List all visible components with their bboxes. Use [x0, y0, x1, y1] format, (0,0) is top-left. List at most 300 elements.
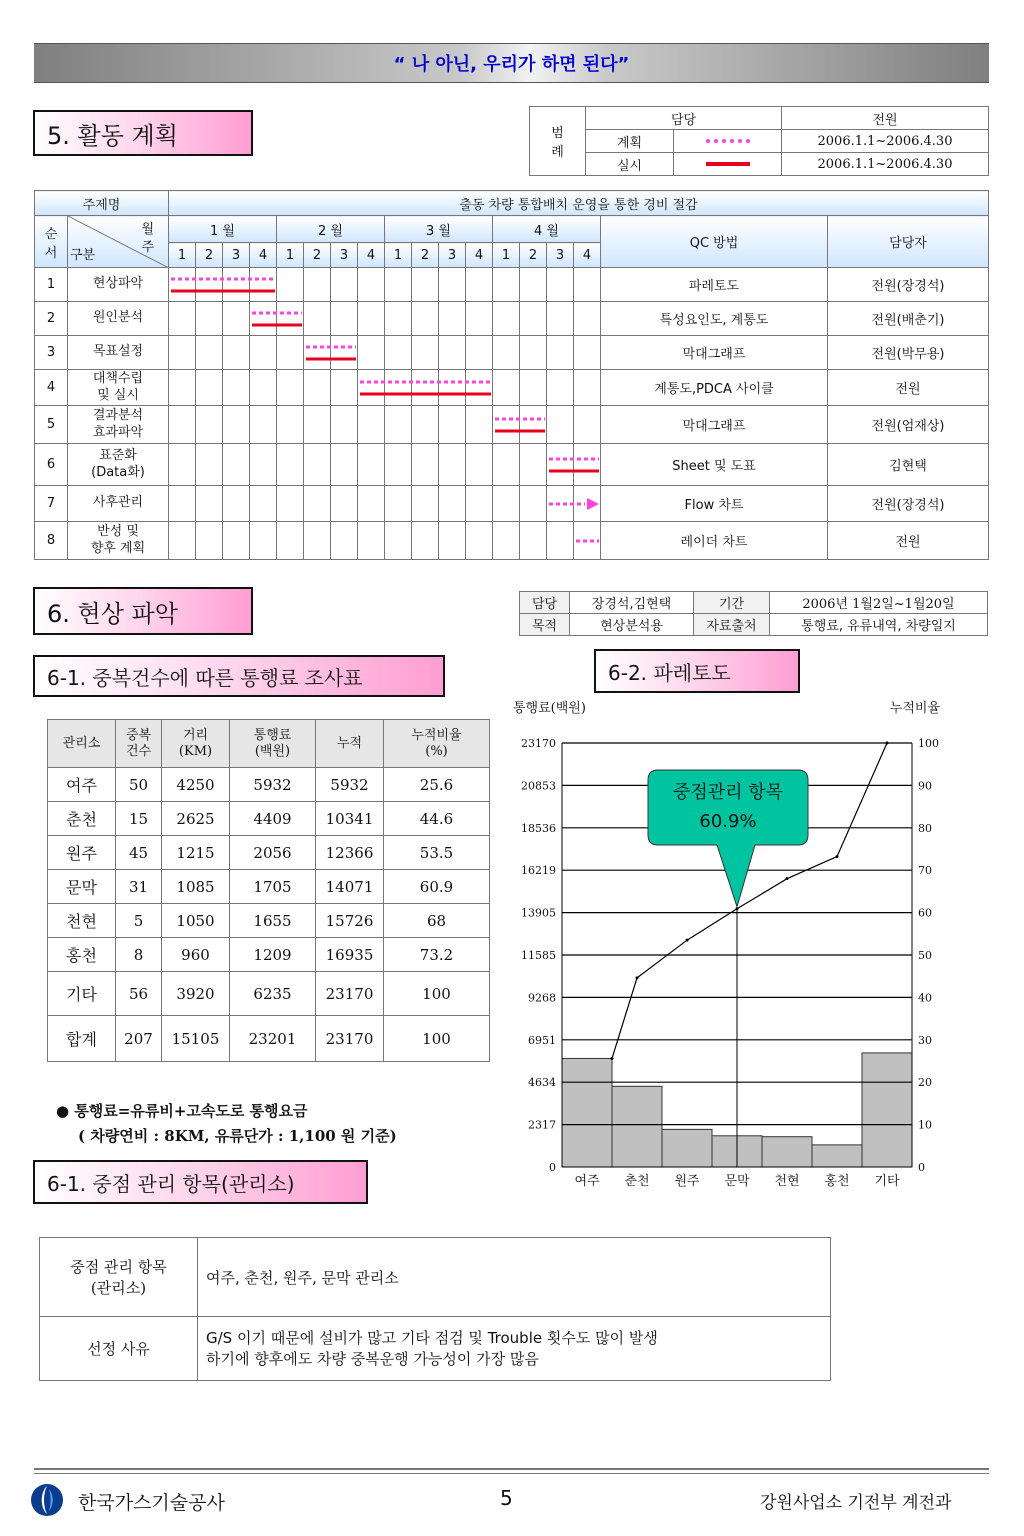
week-cell: [520, 302, 547, 336]
row-owner: 전원: [828, 370, 989, 406]
week-cell: [277, 302, 304, 336]
row-item: 표준화 (Data화): [68, 444, 169, 486]
week-cell: [358, 302, 385, 336]
week-cell: [385, 522, 412, 560]
row-number: 4: [35, 370, 68, 406]
cell-dist: 960: [162, 938, 230, 972]
row-owner: 전원(장경석): [828, 486, 989, 522]
cell-dup: 56: [116, 972, 162, 1016]
week-cell: [466, 444, 493, 486]
week-cell: [250, 486, 277, 522]
cell-toll: 1705: [230, 870, 316, 904]
bar: [662, 1129, 712, 1167]
week-cell: [385, 302, 412, 336]
week-cell: [439, 486, 466, 522]
month-3: 3 월: [385, 216, 493, 243]
activity-plan-table: [34, 190, 989, 560]
week-cell: [223, 444, 250, 486]
week-cell: [358, 486, 385, 522]
table-row: [48, 938, 490, 972]
week-cell: [520, 444, 547, 486]
legend-label: 범 례: [530, 107, 586, 176]
week-cell: [304, 522, 331, 560]
week-cell: [250, 522, 277, 560]
y2-tick-label: 60: [918, 906, 932, 920]
row-owner: 전원(박무용): [828, 336, 989, 370]
col-item-header: 월 주 구분: [68, 216, 169, 268]
week-cell: [385, 336, 412, 370]
y2-tick-label: 0: [918, 1161, 925, 1174]
week-cell: [493, 268, 520, 302]
week-cell: [574, 522, 601, 560]
cell-dup: 5: [116, 904, 162, 938]
week-cell: [304, 336, 331, 370]
week-cell: [250, 444, 277, 486]
y-axis-label: 통행료(백원): [513, 701, 586, 716]
week-cell: [331, 406, 358, 444]
cell-dist: 3920: [162, 972, 230, 1016]
cell-toll: 1209: [230, 938, 316, 972]
week-cell: [547, 370, 574, 406]
cell-dist: 2625: [162, 802, 230, 836]
cumulative-point: [686, 939, 689, 942]
table-row: [48, 768, 490, 802]
week-cell: [277, 444, 304, 486]
cell-dist: 4250: [162, 768, 230, 802]
week-1: 1: [169, 243, 196, 268]
page-number: 5: [500, 1486, 513, 1510]
bar: [562, 1058, 612, 1167]
source-label: 자료출처: [694, 614, 770, 636]
y2-axis-label: 누적비율: [889, 701, 940, 716]
week-cell: [331, 268, 358, 302]
cell-cum: 14071: [316, 870, 384, 904]
table-row: [48, 972, 490, 1016]
footer-divider-thin: [34, 1473, 989, 1474]
week-2: 2: [196, 243, 223, 268]
row-owner: 김현택: [828, 444, 989, 486]
total-ratio: 100: [384, 1016, 490, 1062]
week-cell: [574, 486, 601, 522]
week-cell: [277, 336, 304, 370]
week-cell: [358, 268, 385, 302]
row-item: 목표설정: [68, 336, 169, 370]
bar: [862, 1053, 912, 1167]
week-cell: [412, 406, 439, 444]
week-cell: [412, 302, 439, 336]
x-tick-label: 천현: [774, 1174, 800, 1189]
row-number: 2: [35, 302, 68, 336]
y-tick-label: 6951: [528, 1033, 556, 1047]
cell-ratio: 100: [384, 972, 490, 1016]
row-number: 7: [35, 486, 68, 522]
callout-value: 60.9%: [699, 811, 757, 832]
row-owner: 전원: [828, 522, 989, 560]
week-8: 4: [358, 243, 385, 268]
x-tick-label: 문막: [724, 1174, 750, 1189]
department-name: 강원사업소 기전부 계전과: [760, 1493, 952, 1513]
row-item: 현상파악: [68, 268, 169, 302]
table-row: [48, 904, 490, 938]
plan-row: [35, 486, 989, 522]
cell-dup: 8: [116, 938, 162, 972]
week-cell: [493, 406, 520, 444]
total-dist: 15105: [162, 1016, 230, 1062]
week-cell: [385, 268, 412, 302]
key-items-label: 중점 관리 항목 (관리소): [40, 1238, 198, 1317]
row-method: Sheet 및 도표: [601, 444, 828, 486]
y-tick-label: 18536: [521, 821, 556, 835]
week-cell: [439, 406, 466, 444]
cell-ratio: 73.2: [384, 938, 490, 972]
cumulative-point: [636, 976, 639, 979]
week-cell: [547, 302, 574, 336]
week-cell: [574, 370, 601, 406]
cumulative-point: [786, 877, 789, 880]
week-cell: [466, 406, 493, 444]
topic-label: 주제명: [35, 191, 169, 216]
week-cell: [385, 370, 412, 406]
cell-toll: 5932: [230, 768, 316, 802]
cell-cum: 10341: [316, 802, 384, 836]
cell-ratio: 68: [384, 904, 490, 938]
week-cell: [493, 336, 520, 370]
total-toll: 23201: [230, 1016, 316, 1062]
week-cell: [547, 444, 574, 486]
callout-title: 중점관리 항목: [672, 782, 784, 803]
section-5-title: 5. 활동 계획: [33, 110, 253, 156]
row-method: 계통도,PDCA 사이클: [601, 370, 828, 406]
week-cell: [277, 486, 304, 522]
week-cell: [574, 268, 601, 302]
week-cell: [547, 406, 574, 444]
y-tick-label: 20853: [521, 779, 556, 793]
week-cell: [385, 486, 412, 522]
week-cell: [331, 336, 358, 370]
period-label: 기간: [694, 592, 770, 614]
week-cell: [223, 268, 250, 302]
total-cum: 23170: [316, 1016, 384, 1062]
week-cell: [250, 336, 277, 370]
row-owner: 전원(배춘기): [828, 302, 989, 336]
week-cell: [223, 336, 250, 370]
x-tick-label: 춘천: [624, 1174, 650, 1189]
week-cell: [520, 268, 547, 302]
week-cell: [331, 302, 358, 336]
week-cell: [412, 370, 439, 406]
y-tick-label: 2317: [528, 1118, 556, 1132]
cell-toll: 1655: [230, 904, 316, 938]
legend-plan-period: 2006.1.1~2006.4.30: [782, 130, 989, 153]
y2-tick-label: 30: [918, 1033, 932, 1047]
y-tick-label: 9268: [528, 991, 556, 1005]
week-cell: [196, 444, 223, 486]
x-tick-label: 원주: [674, 1174, 700, 1189]
week-cell: [439, 444, 466, 486]
row-owner: 전원(장경석): [828, 268, 989, 302]
week-cell: [250, 268, 277, 302]
row-method: 특성요인도, 계통도: [601, 302, 828, 336]
y-tick-label: 16219: [521, 864, 556, 878]
row-item: 대책수립 및 실시: [68, 370, 169, 406]
owner-value: 장경석,김현택: [570, 592, 694, 614]
col-ratio: 누적비율 (%): [384, 720, 490, 768]
week-cell: [466, 486, 493, 522]
col-owner-header: 담당자: [828, 216, 989, 268]
week-cell: [439, 370, 466, 406]
legend-actual-label: 실시: [586, 153, 674, 176]
week-cell: [493, 486, 520, 522]
week-cell: [196, 302, 223, 336]
col-method-header: QC 방법: [601, 216, 828, 268]
week-cell: [547, 522, 574, 560]
col-office: 관리소: [48, 720, 116, 768]
row-number: 6: [35, 444, 68, 486]
cell-cum: 16935: [316, 938, 384, 972]
plan-row: [35, 406, 989, 444]
week-5: 1: [277, 243, 304, 268]
cumulative-point: [836, 855, 839, 858]
cell-dup: 50: [116, 768, 162, 802]
y2-tick-label: 20: [918, 1076, 932, 1090]
section-6-1b-title: 6-1. 중점 관리 항목(관리소): [33, 1160, 368, 1204]
cell-toll: 2056: [230, 836, 316, 870]
week-cell: [277, 268, 304, 302]
col-cumulative: 누적: [316, 720, 384, 768]
cell-office: 기타: [48, 972, 116, 1016]
row-item: 결과분석 효과파악: [68, 406, 169, 444]
week-cell: [412, 444, 439, 486]
week-cell: [331, 370, 358, 406]
cell-cum: 5932: [316, 768, 384, 802]
week-cell: [493, 302, 520, 336]
bar: [762, 1137, 812, 1167]
legend-plan-label: 계획: [586, 130, 674, 153]
week-cell: [520, 522, 547, 560]
week-cell: [439, 522, 466, 560]
owner-label: 담당: [520, 592, 570, 614]
cell-toll: 6235: [230, 972, 316, 1016]
row-method: Flow 차트: [601, 486, 828, 522]
plan-row: [35, 444, 989, 486]
week-cell: [358, 336, 385, 370]
slogan-banner: [34, 43, 989, 83]
week-cell: [304, 406, 331, 444]
cell-ratio: 60.9: [384, 870, 490, 904]
col-distance: 거리 (KM): [162, 720, 230, 768]
section-6-1-title: 6-1. 중복건수에 따른 통행료 조사표: [33, 655, 445, 697]
y2-tick-label: 50: [918, 949, 932, 962]
week-cell: [493, 522, 520, 560]
survey-info-table: [519, 591, 988, 636]
row-method: 레이더 차트: [601, 522, 828, 560]
cell-dist: 1050: [162, 904, 230, 938]
week-cell: [277, 406, 304, 444]
week-cell: [520, 406, 547, 444]
total-office: 합계: [48, 1016, 116, 1062]
key-items-table: [39, 1237, 831, 1381]
week-cell: [169, 302, 196, 336]
week-cell: [250, 406, 277, 444]
row-method: 막대그래프: [601, 336, 828, 370]
week-15: 3: [547, 243, 574, 268]
plan-row: [35, 268, 989, 302]
week-cell: [547, 486, 574, 522]
week-cell: [331, 444, 358, 486]
month-1: 1 월: [169, 216, 277, 243]
week-cell: [223, 370, 250, 406]
x-tick-label: 기타: [874, 1174, 900, 1189]
y-tick-label: 11585: [521, 949, 556, 962]
week-cell: [412, 336, 439, 370]
cell-cum: 23170: [316, 972, 384, 1016]
week-cell: [547, 336, 574, 370]
y2-tick-label: 70: [918, 864, 932, 878]
legend-table: [529, 106, 989, 176]
cell-dup: 31: [116, 870, 162, 904]
week-cell: [304, 268, 331, 302]
week-cell: [412, 486, 439, 522]
cell-ratio: 53.5: [384, 836, 490, 870]
week-cell: [520, 370, 547, 406]
total-row: [48, 1016, 490, 1062]
cell-cum: 12366: [316, 836, 384, 870]
week-cell: [385, 406, 412, 444]
cell-dup: 45: [116, 836, 162, 870]
week-cell: [169, 268, 196, 302]
week-cell: [169, 522, 196, 560]
week-cell: [277, 522, 304, 560]
week-cell: [196, 370, 223, 406]
legend-owner-header: 담당: [586, 107, 782, 130]
bullet-icon: ●: [56, 1102, 75, 1120]
week-cell: [466, 302, 493, 336]
week-cell: [439, 302, 466, 336]
week-cell: [223, 486, 250, 522]
row-method: 막대그래프: [601, 406, 828, 444]
week-cell: [520, 486, 547, 522]
cumulative-point: [886, 742, 889, 745]
week-cell: [304, 444, 331, 486]
cell-ratio: 25.6: [384, 768, 490, 802]
purpose-label: 목적: [520, 614, 570, 636]
week-cell: [358, 522, 385, 560]
week-cell: [466, 522, 493, 560]
slogan-text: “ 나 아닌, 우리가 하면 된다”: [393, 54, 630, 75]
week-cell: [466, 336, 493, 370]
legend-actual-swatch: [674, 153, 782, 176]
cumulative-point: [611, 1057, 614, 1060]
cell-office: 문막: [48, 870, 116, 904]
week-cell: [331, 522, 358, 560]
week-cell: [196, 406, 223, 444]
y2-tick-label: 100: [918, 737, 939, 750]
row-method: 파레토도: [601, 268, 828, 302]
cell-dup: 15: [116, 802, 162, 836]
table-row: [48, 802, 490, 836]
cell-office: 여주: [48, 768, 116, 802]
plan-row: [35, 302, 989, 336]
row-number: 8: [35, 522, 68, 560]
table-row: [48, 836, 490, 870]
x-tick-label: 여주: [574, 1174, 600, 1189]
month-4: 4 월: [493, 216, 601, 243]
row-item: 원인분석: [68, 302, 169, 336]
week-cell: [304, 370, 331, 406]
week-4: 4: [250, 243, 277, 268]
y2-tick-label: 80: [918, 821, 932, 835]
week-cell: [169, 406, 196, 444]
y-tick-label: 13905: [521, 906, 556, 920]
row-number: 5: [35, 406, 68, 444]
week-cell: [169, 486, 196, 522]
period-value: 2006년 1월2일~1월20일: [770, 592, 988, 614]
week-cell: [304, 486, 331, 522]
week-cell: [385, 444, 412, 486]
cell-office: 춘천: [48, 802, 116, 836]
week-cell: [277, 370, 304, 406]
col-no-header: 순 서: [35, 216, 68, 268]
month-2: 2 월: [277, 216, 385, 243]
week-cell: [169, 336, 196, 370]
y2-tick-label: 90: [918, 779, 932, 793]
week-cell: [196, 336, 223, 370]
week-cell: [520, 336, 547, 370]
week-cell: [358, 444, 385, 486]
pareto-chart: [505, 695, 955, 1205]
toll-note: ● 통행료=유류비+고속도로 통행요금 ( 차량연비 : 8KM, 유류단가 : 1,100 원 기준): [56, 1102, 397, 1145]
topic-value: 출동 차량 통합배치 운영을 통한 경비 절감: [169, 191, 989, 216]
week-3: 3: [223, 243, 250, 268]
week-cell: [412, 268, 439, 302]
week-cell: [250, 370, 277, 406]
week-cell: [574, 302, 601, 336]
week-cell: [493, 444, 520, 486]
week-cell: [358, 406, 385, 444]
y-tick-label: 23170: [521, 737, 556, 750]
week-cell: [250, 302, 277, 336]
footer-divider: [34, 1468, 989, 1470]
week-7: 3: [331, 243, 358, 268]
week-13: 1: [493, 243, 520, 268]
week-cell: [196, 522, 223, 560]
cell-ratio: 44.6: [384, 802, 490, 836]
week-14: 2: [520, 243, 547, 268]
week-cell: [304, 302, 331, 336]
week-cell: [223, 302, 250, 336]
key-items-value: 여주, 춘천, 원주, 문막 관리소: [198, 1238, 831, 1317]
week-9: 1: [385, 243, 412, 268]
legend-actual-period: 2006.1.1~2006.4.30: [782, 153, 989, 176]
legend-plan-swatch: [674, 130, 782, 153]
week-cell: [439, 336, 466, 370]
week-16: 4: [574, 243, 601, 268]
company-name: 한국가스기술공사: [78, 1492, 225, 1514]
plan-row: [35, 370, 989, 406]
week-cell: [574, 336, 601, 370]
week-cell: [223, 406, 250, 444]
company-logo-icon: [30, 1483, 64, 1517]
week-6: 2: [304, 243, 331, 268]
week-cell: [574, 406, 601, 444]
col-toll: 통행료 (백원): [230, 720, 316, 768]
week-cell: [439, 268, 466, 302]
cell-cum: 15726: [316, 904, 384, 938]
reason-label: 선정 사유: [40, 1317, 198, 1381]
week-11: 3: [439, 243, 466, 268]
section-6-2-title: 6-2. 파레토도: [594, 649, 800, 693]
week-cell: [331, 486, 358, 522]
